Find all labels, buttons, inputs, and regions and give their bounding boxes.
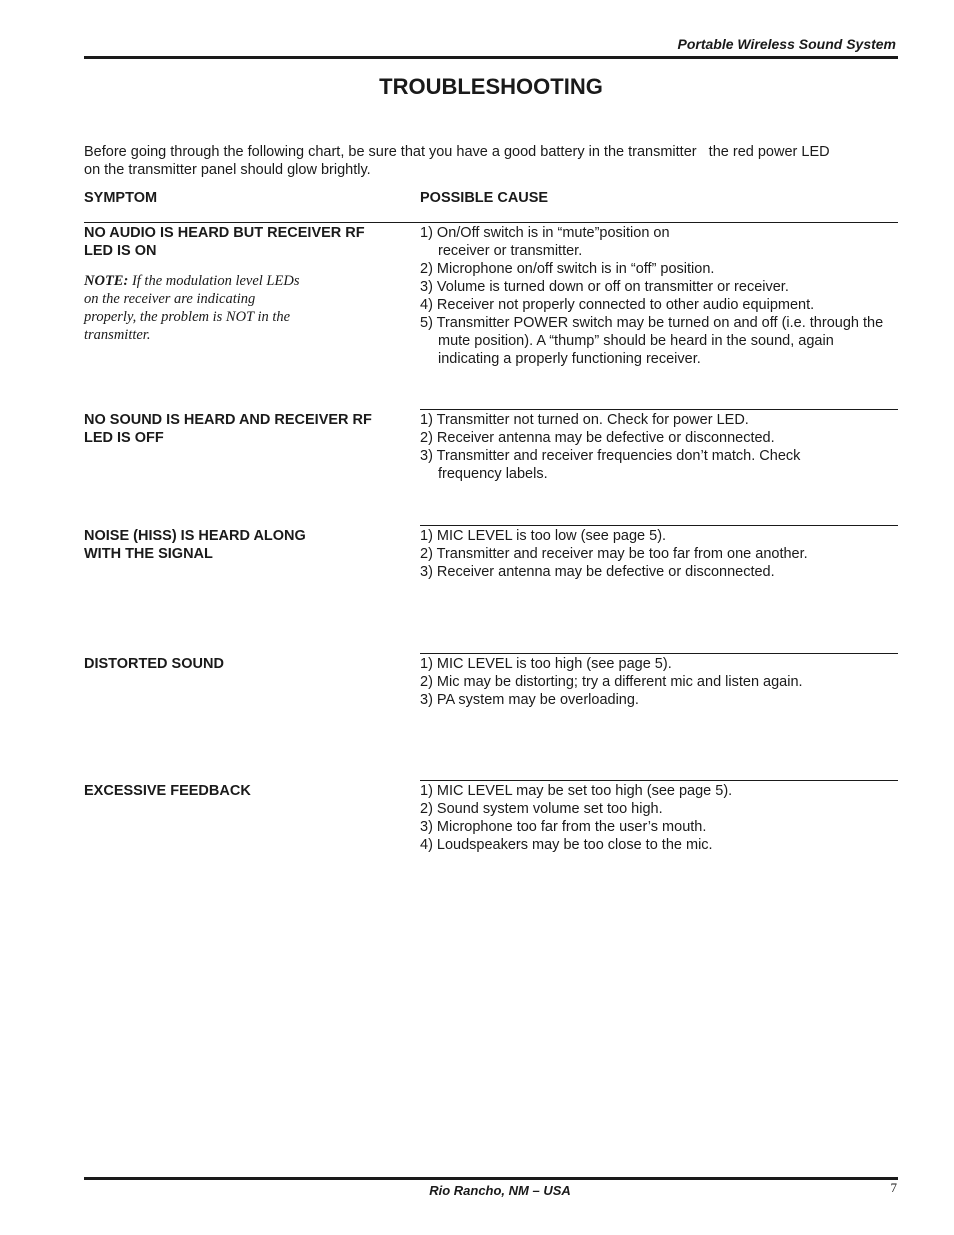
row-divider [420, 653, 898, 654]
symptom-column-header: SYMPTOM [84, 190, 158, 206]
row-divider [420, 525, 898, 526]
cause-column-header: POSSIBLE CAUSE [420, 190, 549, 206]
symptom-label: NO SOUND IS HEARD AND RECEIVER RF LED IS OFF [84, 412, 372, 446]
footer-rule [84, 1177, 898, 1180]
cause-item: 4) Loudspeakers may be too close to the mic. [420, 837, 713, 853]
row-divider [420, 409, 898, 410]
note-label: NOTE: [84, 273, 129, 289]
cause-item: 3) Volume is turned down or off on transmitter or receiver. [420, 279, 789, 295]
cause-item: 1) On/Off switch is in “mute”position on receiver or transmitter. [420, 225, 670, 259]
cause-item: 2) Transmitter and receiver may be too far from one another. [420, 546, 808, 562]
cause-item: 2) Microphone on/off switch is in “off” position. [420, 261, 715, 277]
symptom-label: EXCESSIVE FEEDBACK [84, 783, 251, 799]
cause-list [420, 411, 898, 483]
cause-item: 1) MIC LEVEL is too low (see page 5). [420, 528, 667, 544]
page-title: TROUBLESHOOTING [379, 74, 603, 99]
cause-item: 1) Transmitter not turned on. Check for power LED. [420, 412, 749, 428]
cause-item: 2) Mic may be distorting; try a different mic and listen again. [420, 674, 803, 690]
intro-paragraph: Before going through the following chart, be sure that you have a good battery in the transmitter the red power LED on the transmitter panel should glow brightly. [84, 144, 830, 178]
symptom-label: DISTORTED SOUND [84, 656, 224, 672]
cause-list [420, 527, 898, 581]
note-text: If the modulation level LEDs on the receiver are indicating properly, the problem is NOT in the transmitter. [84, 273, 300, 343]
cause-list [420, 655, 898, 709]
cause-item: 2) Receiver antenna may be defective or disconnected. [420, 430, 775, 446]
cause-item: 1) MIC LEVEL is too high (see page 5). [420, 656, 672, 672]
cause-item: 3) Microphone too far from the user’s mouth. [420, 819, 707, 835]
cause-item: 5) Transmitter POWER switch may be turned on and off (i.e. through the mute position). A “thump” should be heard in the sound, again indicating a properly functioning receiver. [420, 315, 884, 367]
cause-item: 2) Sound system volume set too high. [420, 801, 663, 817]
cause-item: 3) Receiver antenna may be defective or disconnected. [420, 564, 775, 580]
symptom-label: NO AUDIO IS HEARD BUT RECEIVER RF LED IS ON [84, 225, 365, 259]
cause-item: 3) PA system may be overloading. [420, 692, 639, 708]
cause-item: 1) MIC LEVEL may be set too high (see page 5). [420, 783, 733, 799]
page-number: 7 [890, 1180, 897, 1195]
symptom-note [84, 272, 304, 344]
symptom-label: NOISE (HISS) IS HEARD ALONG WITH THE SIGNAL [84, 528, 306, 562]
row-divider [420, 780, 898, 781]
cause-item: 4) Receiver not properly connected to other audio equipment. [420, 297, 815, 313]
row-divider [84, 222, 898, 223]
header-rule [84, 56, 898, 59]
cause-list [420, 224, 898, 368]
running-header: Portable Wireless Sound System [677, 36, 896, 52]
cause-list [420, 782, 898, 854]
cause-item: 3) Transmitter and receiver frequencies don’t match. Check frequency labels. [420, 448, 801, 482]
footer-location: Rio Rancho, NM – USA [429, 1183, 571, 1198]
